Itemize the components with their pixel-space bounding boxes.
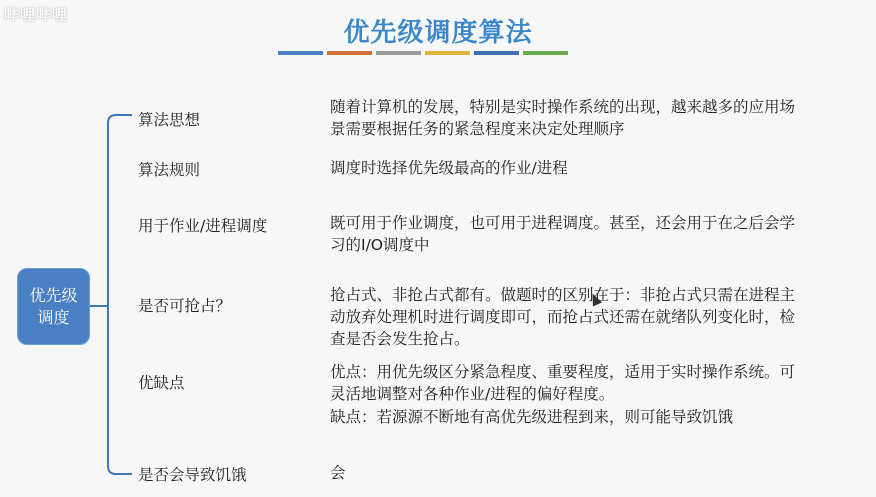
row-label-algorithm-idea: 算法思想 <box>138 111 201 129</box>
row-desc-usage: 既可用于作业调度，也可用于进程调度。甚至，还会用于在之后会学习的I/O调度中 <box>330 214 796 254</box>
row-label-algorithm-rule: 算法规则 <box>138 161 201 179</box>
row-label-pros-cons: 优缺点 <box>138 374 185 392</box>
row-desc-pros: 优点：用优先级区分紧急程度、重要程度，适用于实时操作系统。可灵活地调整对各种作业/进程的偏好程度。 <box>330 363 796 403</box>
root-node: 优先级调度 <box>17 268 90 345</box>
row-desc-cons: 缺点：若源源不断地有高优先级进程到来，则可能导致饥饿 <box>330 408 734 426</box>
watermark: 哔哩哔哩 <box>4 6 69 24</box>
row-desc-preemptive: 抢占式、非抢占式都有。做题时的区别在于：非抢占式只需在进程主动放弃处理机时进行调度即可，而抢占式还需在就绪队列变化时，检查是否会发生抢占。 <box>330 286 796 348</box>
row-label-starvation: 是否会导致饥饿 <box>138 466 247 484</box>
row-desc-algorithm-idea: 随着计算机的发展，特别是实时操作系统的出现，越来越多的应用场景需要根据任务的紧急程度来决定处理顺序 <box>330 98 796 138</box>
slide-title: 优先级调度算法 <box>343 18 533 48</box>
row-label-preemptive: 是否可抢占？ <box>138 297 232 315</box>
row-desc-algorithm-rule: 调度时选择优先级最高的作业/进程 <box>330 159 568 177</box>
row-desc-starvation: 会 <box>330 464 346 482</box>
row-label-usage: 用于作业/进程调度 <box>138 217 268 235</box>
